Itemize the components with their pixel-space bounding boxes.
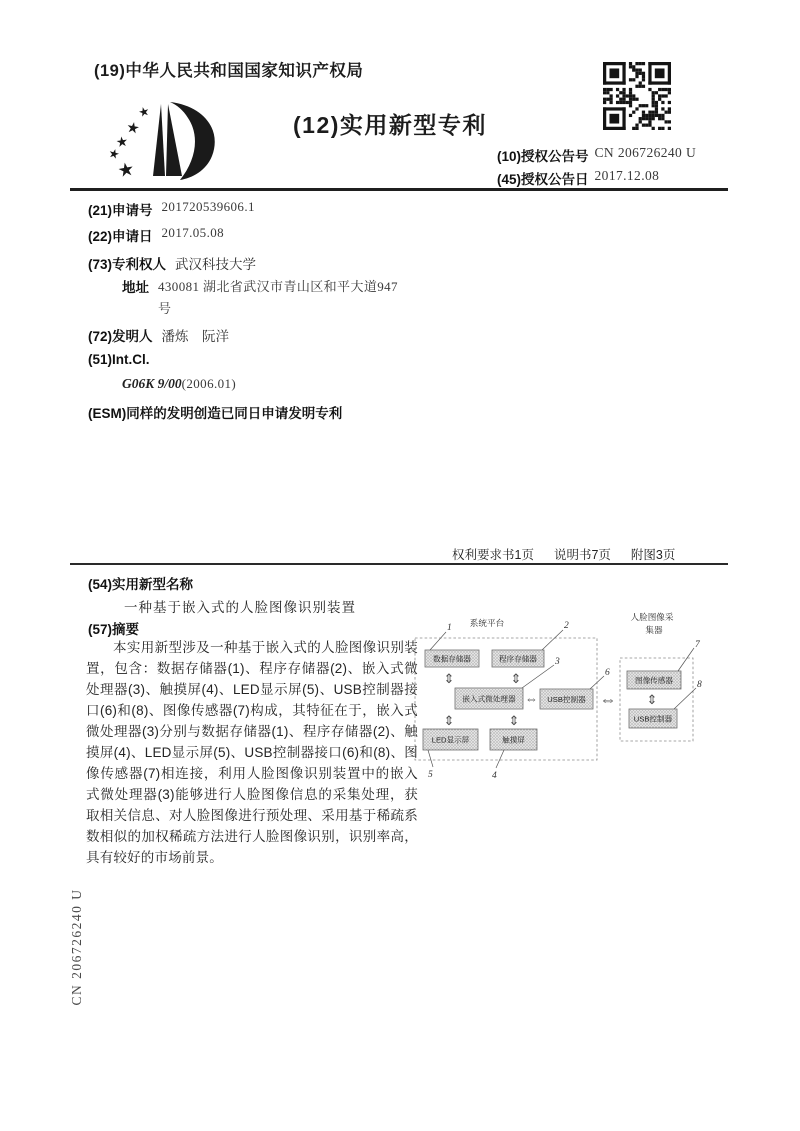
ref-5: 5 [428,770,433,780]
header-divider [70,188,728,191]
figure-collector-label-line2: 集器 [645,625,663,635]
figures-pages: 附图3页 [630,548,676,562]
esm-note: (ESM)同样的发明创造已同日申请发明专利 [88,406,343,421]
leader-line [430,632,446,650]
leader-line [522,665,554,688]
publication-number-label: (10)授权公告号 [497,149,589,164]
claims-pages: 权利要求书1页 [452,548,534,562]
publication-number-value: CN 206726240 U [594,145,697,160]
abstract-figure [412,606,734,792]
classification-version: (2006.01) [181,376,237,391]
issuing-office: (19)中华人民共和国国家知识产权局 [94,62,364,80]
publication-number-row [497,145,696,165]
ref-8: 8 [697,680,702,690]
classification-code: G06K 9/00 [122,376,182,391]
side-publication-code: CN 206726240 U [69,888,84,1006]
block-usb-controller-8-label: USB控制器 [633,714,673,724]
inventor-value: 潘炼 阮洋 [161,329,230,344]
star-icon [116,136,128,147]
invention-title: 一种基于嵌入式的人脸图像识别装置 [124,600,356,615]
arrow-updown-icon: ⇕ [510,671,522,686]
block-image-sensor-label: 图像传感器 [635,676,673,685]
abstract-text: 本实用新型涉及一种基于嵌入式的人脸图像识别装置，包含：数据存储器(1)、程序存储器(2)、嵌入式微处理器(3)、触摸屏(4)、LED显示屏(5)、USB控制器接口(6)和(8)、图像传感器(7)构成，其特征在于，嵌入式微处理器(3)分别与数据存储器(1)、程序存储器(2)、触摸屏(4)、LED显示屏(5)、USB控制器接口(6)和(8)、图像传感器(7)相连接，利用人脸图像识别装置中的嵌入式微处理器(3)能够进行人脸图像信息的采集处理，获取相关信息、对人脸图像进行预处理、采用基于稀疏系数相似的加权稀疏方法进行人脸图像识别，识别率高，具有较好的市场前景。 [86,640,418,865]
address-label: 地址 [122,280,149,295]
star-icon [127,121,140,134]
leader-line [678,648,694,671]
leader-line [428,750,433,767]
ref-1: 1 [447,623,452,633]
arrow-updown-icon: ⇕ [443,671,455,686]
application-date-value: 2017.05.08 [161,225,225,240]
block-embedded-mcu-label: 嵌入式微处理器 [462,694,516,704]
address-row [122,276,408,320]
publication-date-label: (45)授权公告日 [497,172,589,187]
block-touch-screen-label: 触摸屏 [502,735,525,745]
publication-date-value: 2017.12.08 [594,168,660,183]
arrow-leftright-icon: ⇔ [525,691,538,706]
pages-info [452,545,675,563]
ref-6: 6 [605,668,610,678]
arrow-updown-icon: ⇕ [646,692,658,707]
figure-platform-label: 系统平台 [469,618,505,628]
int-cl-row [88,352,150,367]
block-program-memory-label: 程序存储器 [499,654,537,664]
application-date-label: (22)申请日 [88,229,153,244]
inventor-row [88,325,229,345]
application-number-label: (21)申请号 [88,203,153,218]
star-icon [108,148,120,159]
star-icon [138,106,150,117]
qr-code-icon [603,62,671,130]
inventor-label: (72)发明人 [88,329,153,344]
address-value: 430081 湖北省武汉市青山区和平大道947号 [158,279,398,316]
application-number-value: 201720539606.1 [161,199,255,214]
int-cl-label: (51)Int.Cl. [88,352,150,367]
block-usb-controller-6-label: USB控制器 [547,695,586,704]
application-number-row [88,199,255,219]
sipo-logo-icon [106,96,241,188]
arrow-updown-icon: ⇕ [508,713,520,728]
section-divider [70,563,728,565]
figure-collector-label-line1: 人脸图像采 [630,612,674,622]
description-pages: 说明书7页 [553,548,611,562]
arrow-updown-icon: ⇕ [443,713,455,728]
ref-4: 4 [492,771,497,781]
star-icon [118,161,134,177]
leader-line [542,630,563,650]
ref-2: 2 [564,621,569,631]
document-type-title: (12)实用新型专利 [293,112,487,138]
classification-row [122,376,236,392]
block-led-display-label: LED显示屏 [431,735,470,745]
application-date-row [88,225,224,245]
arrow-leftright-icon: ⇔ [599,690,617,709]
esm-note-row [88,402,342,422]
logo-tower-right [166,104,182,176]
abstract-section-label: (57)摘要 [88,622,140,637]
ref-7: 7 [695,640,700,650]
title-section-label: (54)实用新型名称 [88,577,194,592]
patentee-value: 武汉科技大学 [175,257,257,272]
publication-date-row [497,168,659,188]
logo-tower-left [153,104,165,176]
leader-line [496,750,504,768]
ref-3: 3 [555,657,560,667]
patentee-row [88,253,256,273]
patentee-label: (73)专利权人 [88,257,167,272]
block-data-memory-label: 数据存储器 [433,654,471,664]
